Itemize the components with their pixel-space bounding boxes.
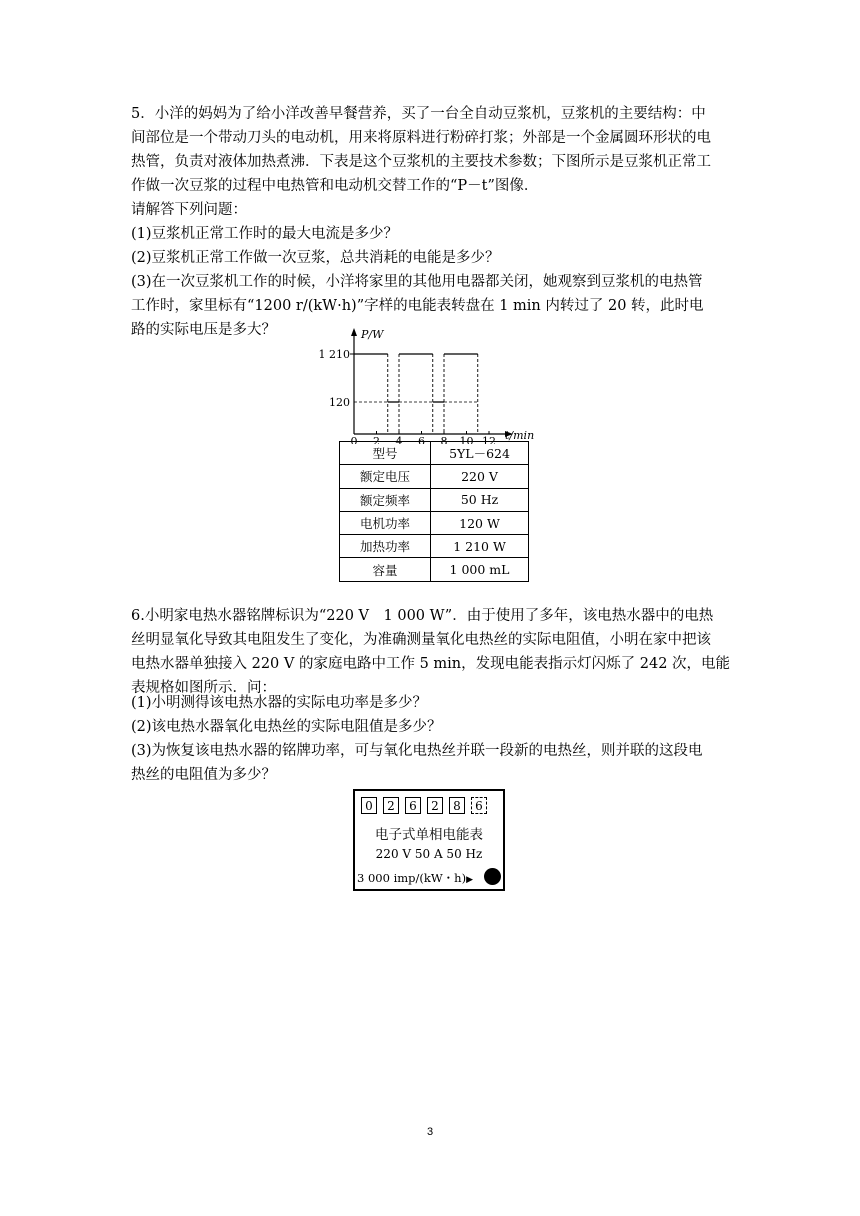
spec-label: 额定频率 xyxy=(340,488,431,511)
meter-digit: 6 xyxy=(405,797,421,814)
text-line: (2)豆浆机正常工作做一次豆浆，总共消耗的电能是多少？ xyxy=(131,250,500,266)
text-line: 6.小明家电热水器铭牌标识为“220 V 1 000 W”．由于使用了多年，该电热水器中的电热 xyxy=(131,608,714,624)
text-line: 丝明显氧化导致其电阻发生了变化，为准确测量氧化电热丝的实际电阻值，小明在家中把该 xyxy=(131,632,711,648)
spec-value: 50 Hz xyxy=(431,488,529,511)
x-tick-label: 2 xyxy=(373,435,380,444)
spec-row xyxy=(340,511,529,534)
graph-axes xyxy=(351,328,513,437)
page-number: 3 xyxy=(426,1126,434,1138)
spec-value: 120 W xyxy=(431,511,529,534)
spec-label: 额定电压 xyxy=(340,465,431,488)
spec-row xyxy=(340,558,529,581)
y-tick-label: 1 210 xyxy=(318,348,350,361)
text-line: 路的实际电压是多大？ xyxy=(131,322,276,338)
x-axis-label: t/min xyxy=(505,429,535,442)
x-tick-label: 12 xyxy=(482,435,496,444)
spec-row xyxy=(340,442,529,465)
text-line: (3)为恢复该电热水器的铭牌功率，可与氧化电热丝并联一段新的电热丝，则并联的这段电 xyxy=(131,743,703,759)
spec-value: 1 210 W xyxy=(431,535,529,558)
spec-label: 容量 xyxy=(340,558,431,581)
text-line: 5．小洋的妈妈为了给小洋改善早餐营养，买了一台全自动豆浆机，豆浆机的主要结构：中 xyxy=(131,106,706,122)
meter-constant-line xyxy=(357,870,473,886)
x-tick-label: 6 xyxy=(418,435,425,444)
spec-row xyxy=(340,488,529,511)
spec-table xyxy=(339,441,529,582)
text-line: 热丝的电阻值为多少？ xyxy=(131,767,276,783)
play-arrow-icon: ▶ xyxy=(466,875,473,885)
meter-digit: 2 xyxy=(383,797,399,814)
x-tick-label: 0 xyxy=(350,435,358,444)
spec-label: 型号 xyxy=(340,442,431,465)
meter-digit: 8 xyxy=(449,797,465,814)
spec-value: 1 000 mL xyxy=(431,558,529,581)
x-tick-label: 8 xyxy=(440,435,448,444)
spec-label: 电机功率 xyxy=(340,511,431,534)
text-line: 电热水器单独接入 220 V 的家庭电路中工作 5 min，发现电能表指示灯闪烁了 242 次，电能 xyxy=(131,656,731,672)
text-line: (1)豆浆机正常工作时的最大电流是多少？ xyxy=(131,226,399,242)
text-line: 作做一次豆浆的过程中电热管和电动机交替工作的“P－t”图像． xyxy=(131,178,539,194)
y-axis-arrow xyxy=(351,328,357,336)
spec-value: 220 V xyxy=(431,465,529,488)
text-line: (1)小明测得该电热水器的实际电功率是多少？ xyxy=(131,695,428,711)
x-tick-label: 10 xyxy=(459,435,474,444)
problem-6-questions xyxy=(131,691,731,787)
indicator-led-icon xyxy=(484,868,501,885)
problem-6-intro xyxy=(131,604,731,700)
text-line: 间部位是一个带动刀头的电动机，用来将原料进行粉碎打浆；外部是一个金属圆环形状的电 xyxy=(131,130,711,146)
text-line: (2)该电热水器氧化电热丝的实际电阻值是多少？ xyxy=(131,719,442,735)
text-line: (3)在一次豆浆机工作的时候，小洋将家里的其他用电器都关闭，她观察到豆浆机的电热管 xyxy=(131,274,703,290)
text-line: 表规格如图所示．问： xyxy=(131,680,276,696)
meter-constant: 3 000 imp/(kW・h) xyxy=(357,871,467,885)
problem-5-questions xyxy=(131,198,731,342)
x-tick-label: 4 xyxy=(395,435,403,444)
spec-label: 加热功率 xyxy=(340,535,431,558)
meter-digit-decimal: 6 xyxy=(471,797,487,814)
spec-value: 5YL－624 xyxy=(431,442,529,465)
text-line: 热管，负责对液体加热煮沸．下表是这个豆浆机的主要技术参数；下图所示是豆浆机正常工 xyxy=(131,154,711,170)
meter-digit: 0 xyxy=(361,797,377,814)
meter-rating: 220 V 50 A 50 Hz xyxy=(375,847,483,861)
spec-row xyxy=(340,465,529,488)
y-tick-label: 120 xyxy=(329,396,350,409)
meter-digits xyxy=(361,797,487,814)
meter-title: 电子式单相电能表 xyxy=(375,827,483,843)
text-line: 工作时，家里标有“1200 r/(kW·h)”字样的电能表转盘在 1 min 内转过了 20 转，此时电 xyxy=(131,298,704,314)
graph-marks xyxy=(350,354,496,444)
spec-row xyxy=(340,535,529,558)
power-time-graph xyxy=(317,326,547,444)
energy-meter xyxy=(353,789,505,891)
graph-labels xyxy=(319,328,535,442)
problem-5-intro xyxy=(131,102,731,198)
text-line: 请解答下列问题： xyxy=(131,202,247,218)
y-axis-label: P/W xyxy=(361,328,384,341)
meter-digit: 2 xyxy=(427,797,443,814)
